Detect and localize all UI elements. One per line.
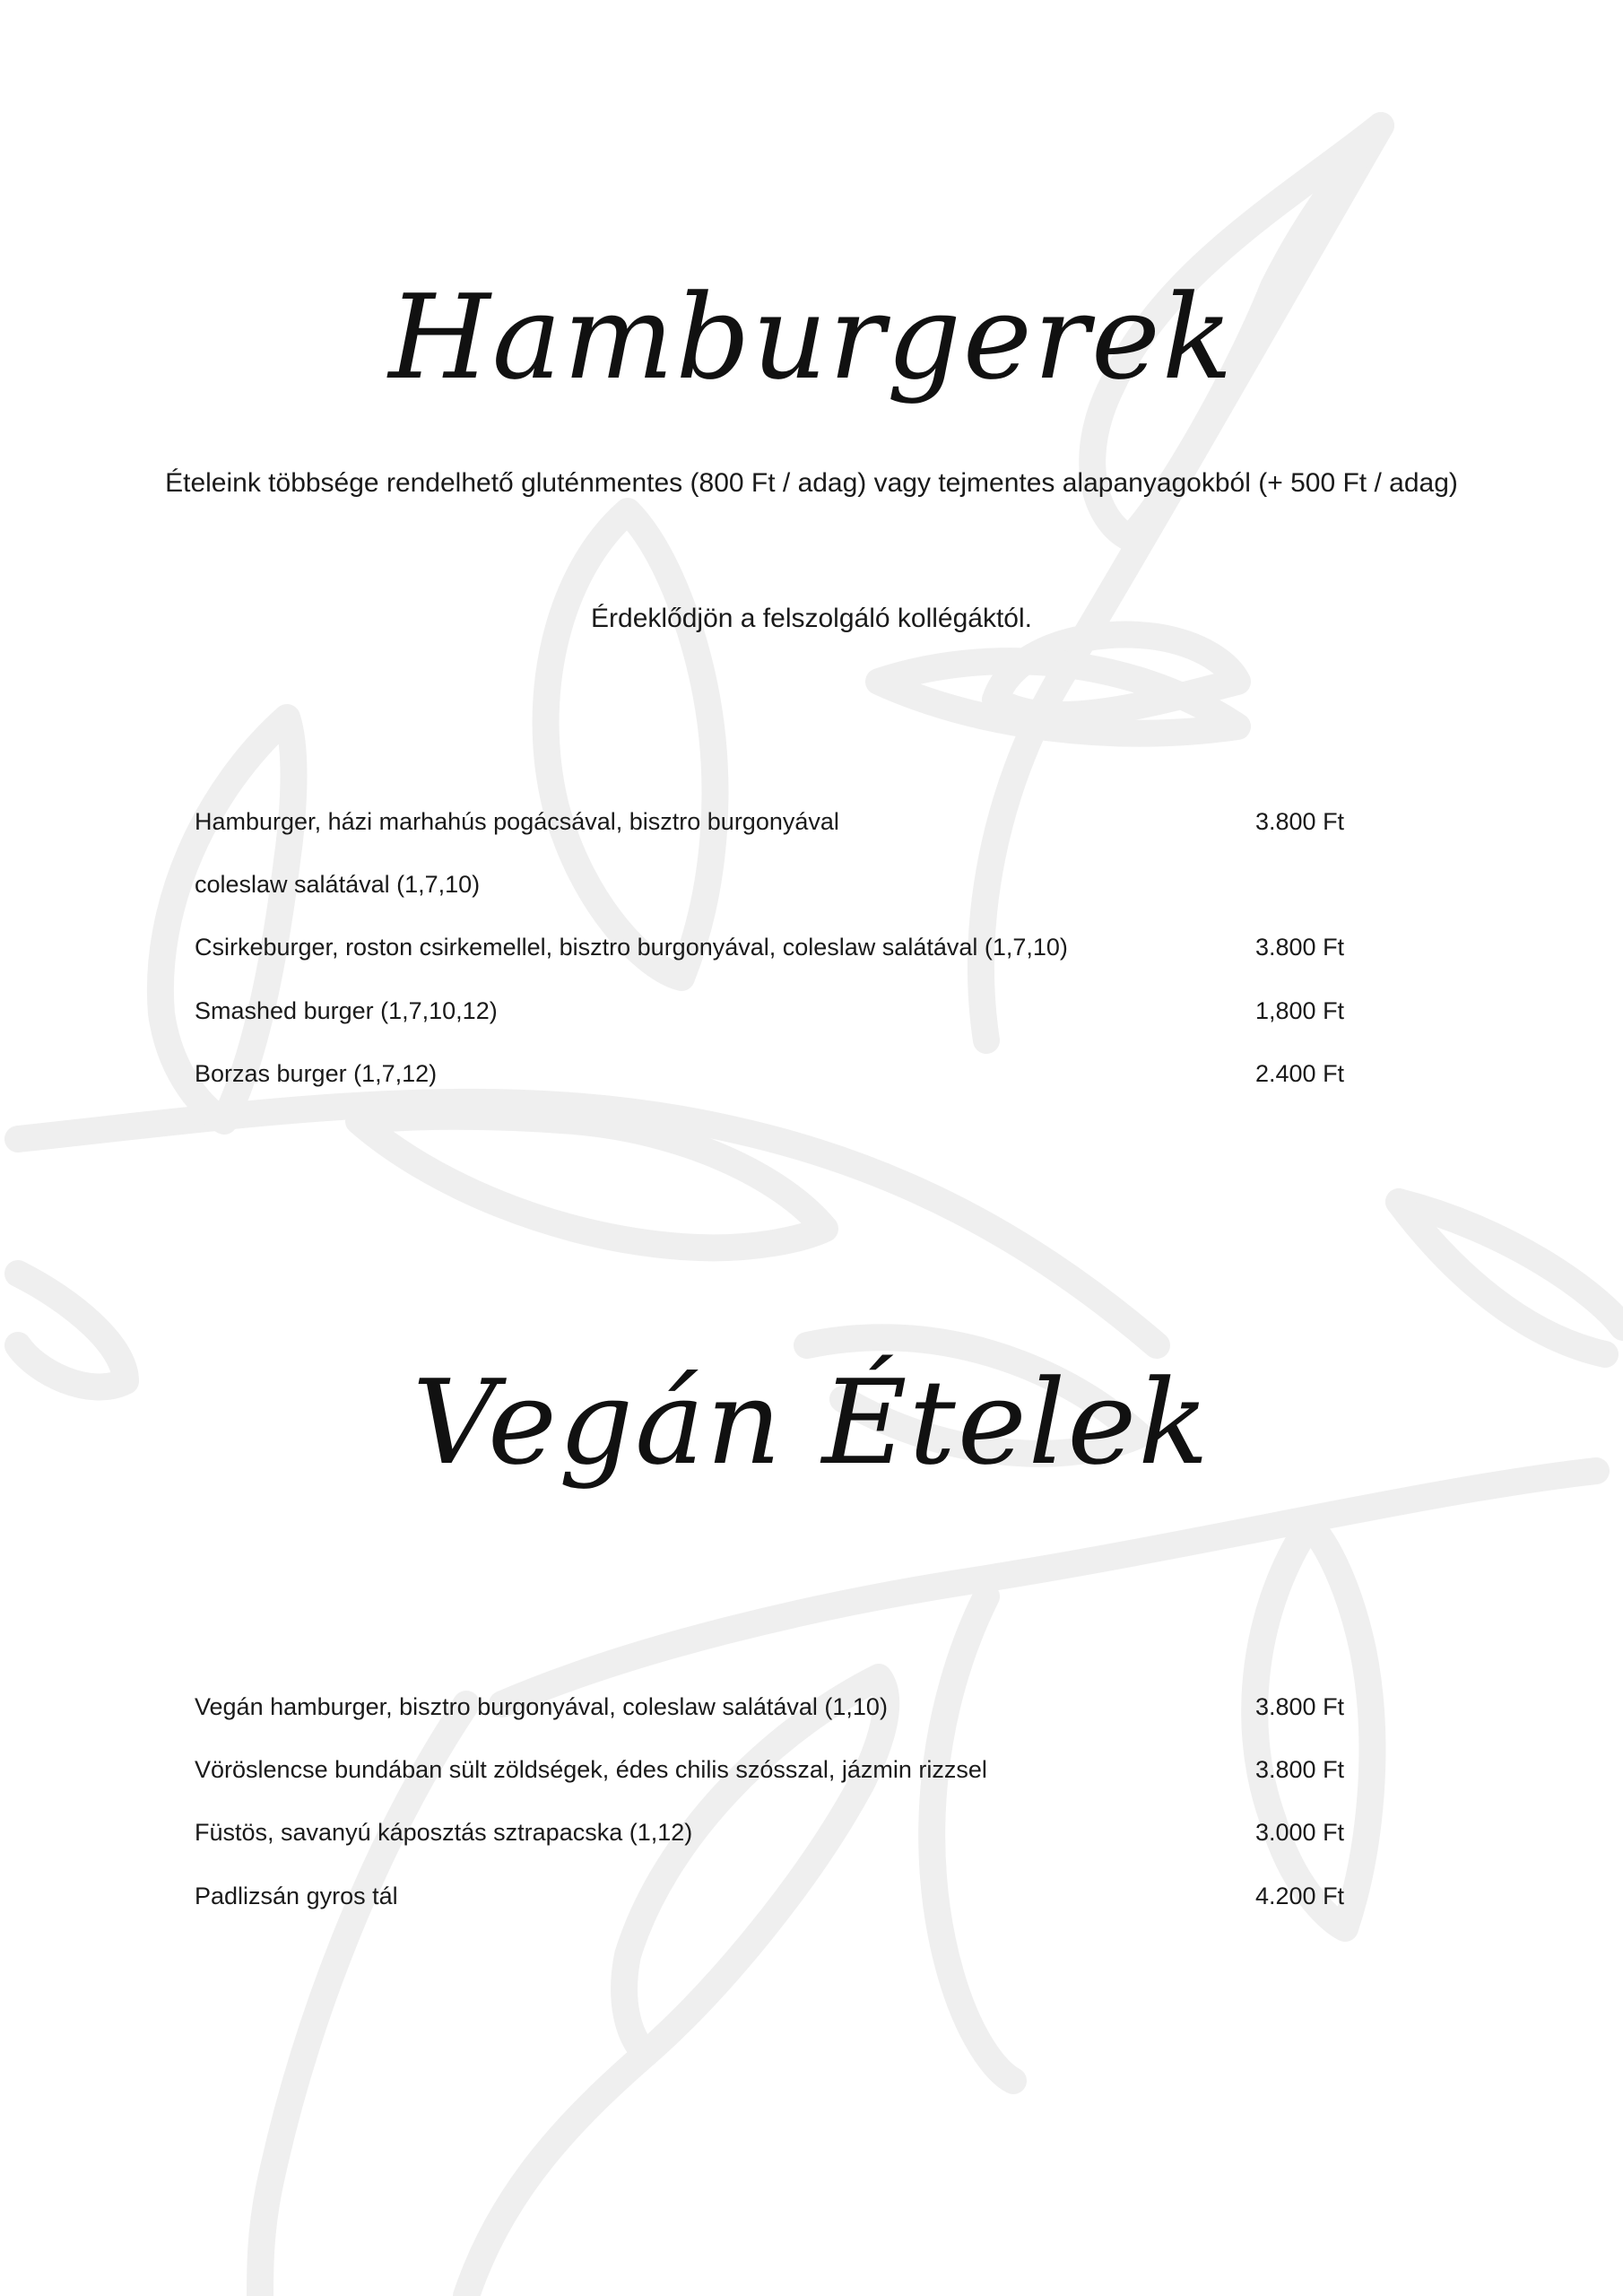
menu-item	[195, 1060, 1345, 1096]
menu-item-price: 3.800 Ft	[1255, 1756, 1345, 1783]
menu-item-name: Vegán hamburger, bisztro burgonyával, coleslaw salátával (1,10)	[195, 1693, 888, 1720]
menu-item-price: 3.800 Ft	[1255, 808, 1345, 835]
menu-item-price: 3.800 Ft	[1255, 934, 1345, 961]
menu-item-name: Füstös, savanyú káposztás sztrapacska (1,12)	[195, 1819, 693, 1846]
section-title-vegan-etelek: Vegán Ételek	[412, 1354, 1211, 1491]
menu-item	[195, 934, 1345, 970]
menu-item-price: 4.200 Ft	[1255, 1883, 1345, 1909]
menu-item-name: Smashed burger (1,7,10,12)	[195, 997, 498, 1024]
menu-item	[195, 1883, 1345, 1918]
menu-item	[195, 1819, 1345, 1855]
menu-item	[195, 871, 1342, 907]
dietary-note: Ételeink többsége rendelhető gluténmentes (800 Ft / adag) vagy tejmentes alapanyagokból (+ 500 Ft / adag)	[165, 468, 1458, 498]
menu-item	[195, 808, 1345, 844]
menu-item-name: Padlizsán gyros tál	[195, 1883, 398, 1909]
menu-item-price: 3.800 Ft	[1255, 1693, 1345, 1720]
menu-item	[195, 1693, 1345, 1729]
menu-item-price: 3.000 Ft	[1255, 1819, 1345, 1846]
menu-item-name: coleslaw salátával (1,7,10)	[195, 871, 481, 898]
menu-item-name: Hamburger, házi marhahús pogácsával, bisztro burgonyával	[195, 808, 839, 835]
menu-item-price: 2.400 Ft	[1255, 1060, 1345, 1087]
menu-item	[195, 997, 1345, 1033]
section-title-hamburgerek: Hamburgerek	[388, 269, 1235, 405]
menu-item-name: Borzas burger (1,7,12)	[195, 1060, 438, 1087]
menu-item-price: 1,800 Ft	[1255, 997, 1345, 1024]
menu-item	[195, 1756, 1345, 1792]
menu-item-name: Csirkeburger, roston csirkemellel, bisztro burgonyával, coleslaw salátával (1,7,10)	[195, 934, 1068, 961]
menu-item-name: Vöröslencse bundában sült zöldségek, édes chilis szósszal, jázmin rizzsel	[195, 1756, 987, 1783]
ask-waiter-note: Érdeklődjön a felszolgáló kollégáktól.	[591, 604, 1032, 633]
